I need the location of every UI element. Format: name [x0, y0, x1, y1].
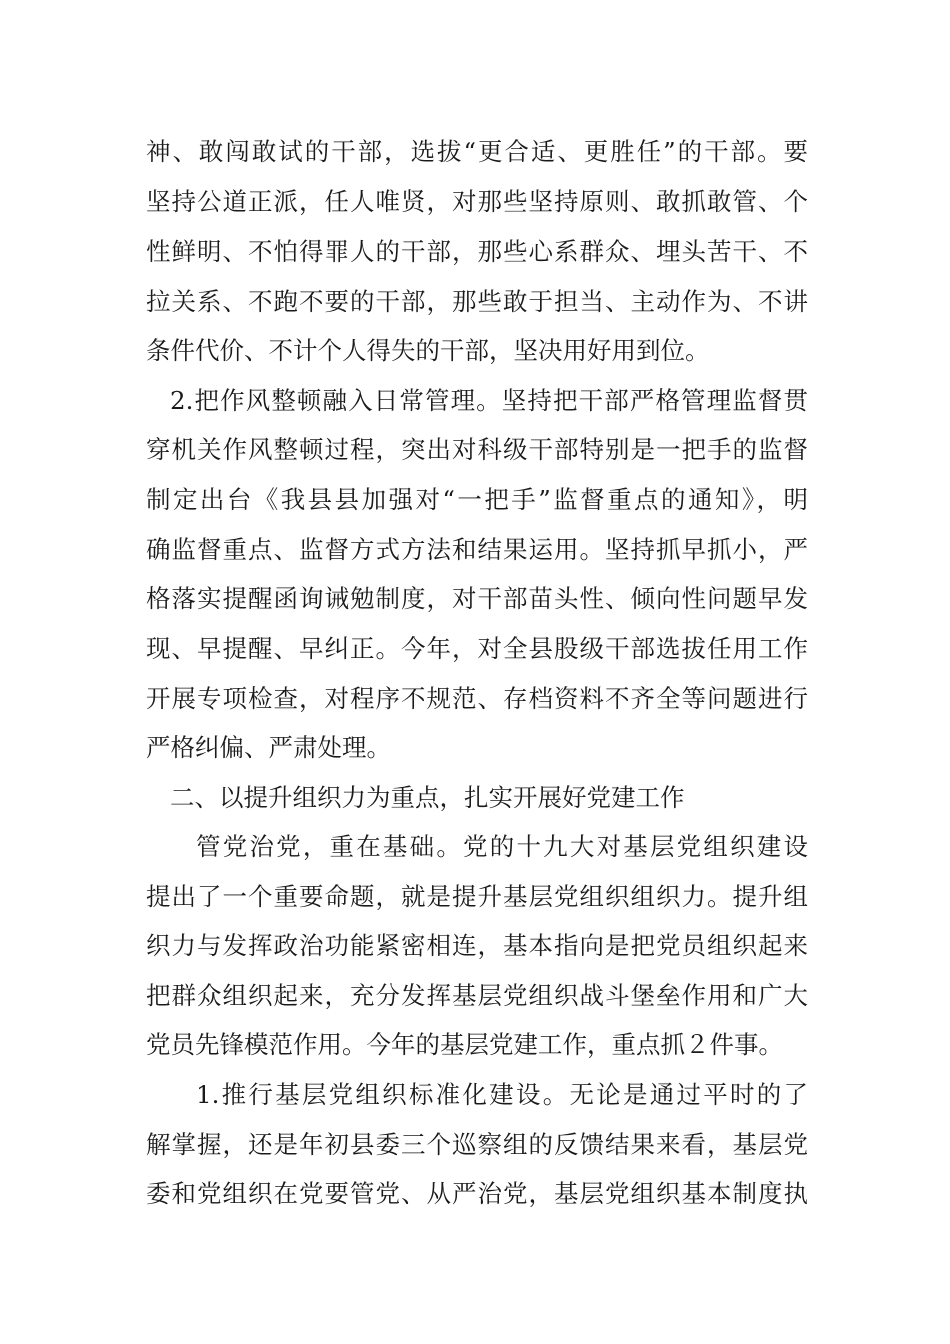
text-line: 制定出台《我县县加强对“一把手”监督重点的通知》，明	[146, 485, 808, 514]
text-line: 把群众组织起来，充分发挥基层党组织战斗堡垒作用和广大	[146, 981, 808, 1010]
text-line: 确监督重点、监督方式方法和结果运用。坚持抓早抓小，严	[146, 535, 808, 564]
section-heading-1: 1.推行基层党组织标准化建设。无论是通过平时的了	[196, 1080, 808, 1109]
text-line: 拉关系、不跑不要的干部，那些敢于担当、主动作为、不讲	[146, 287, 808, 316]
text-line: 穿机关作风整顿过程，突出对科级干部特别是一把手的监督	[146, 435, 808, 464]
text-line: 格落实提醒函询诫勉制度，对干部苗头性、倾向性问题早发	[146, 584, 808, 613]
paragraph-start: 管党治党，重在基础。党的十九大对基层党组织建设	[196, 832, 808, 861]
text-line: 性鲜明、不怕得罪人的干部，那些心系群众、埋头苦干、不	[146, 237, 808, 266]
section-heading-2: 2.把作风整顿融入日常管理。坚持把干部严格管理监督贯	[170, 386, 808, 415]
text-line: 解掌握，还是年初县委三个巡察组的反馈结果来看，基层党	[146, 1130, 808, 1159]
text-line: 严格纠偏、严肃处理。	[146, 733, 391, 762]
text-line: 现、早提醒、早纠正。今年，对全县股级干部选拔任用工作	[146, 634, 808, 663]
text-line: 委和党组织在党要管党、从严治党，基层党组织基本制度执	[146, 1179, 808, 1208]
text-line: 党员先锋模范作用。今年的基层党建工作，重点抓２件事。	[146, 1030, 783, 1059]
text-line: 提出了一个重要命题，就是提升基层党组织组织力。提升组	[146, 882, 808, 911]
section-heading: 二、以提升组织力为重点，扎实开展好党建工作	[170, 783, 685, 812]
text-line: 织力与发挥政治功能紧密相连，基本指向是把党员组织起来	[146, 931, 808, 960]
text-line: 开展专项检查，对程序不规范、存档资料不齐全等问题进行	[146, 684, 808, 713]
text-line: 神、敢闯敢试的干部，选拔“更合适、更胜任”的干部。要	[146, 137, 808, 166]
text-line: 坚持公道正派，任人唯贤，对那些坚持原则、敢抓敢管、个	[146, 187, 808, 216]
text-line: 条件代价、不计个人得失的干部，坚决用好用到位。	[146, 336, 710, 365]
